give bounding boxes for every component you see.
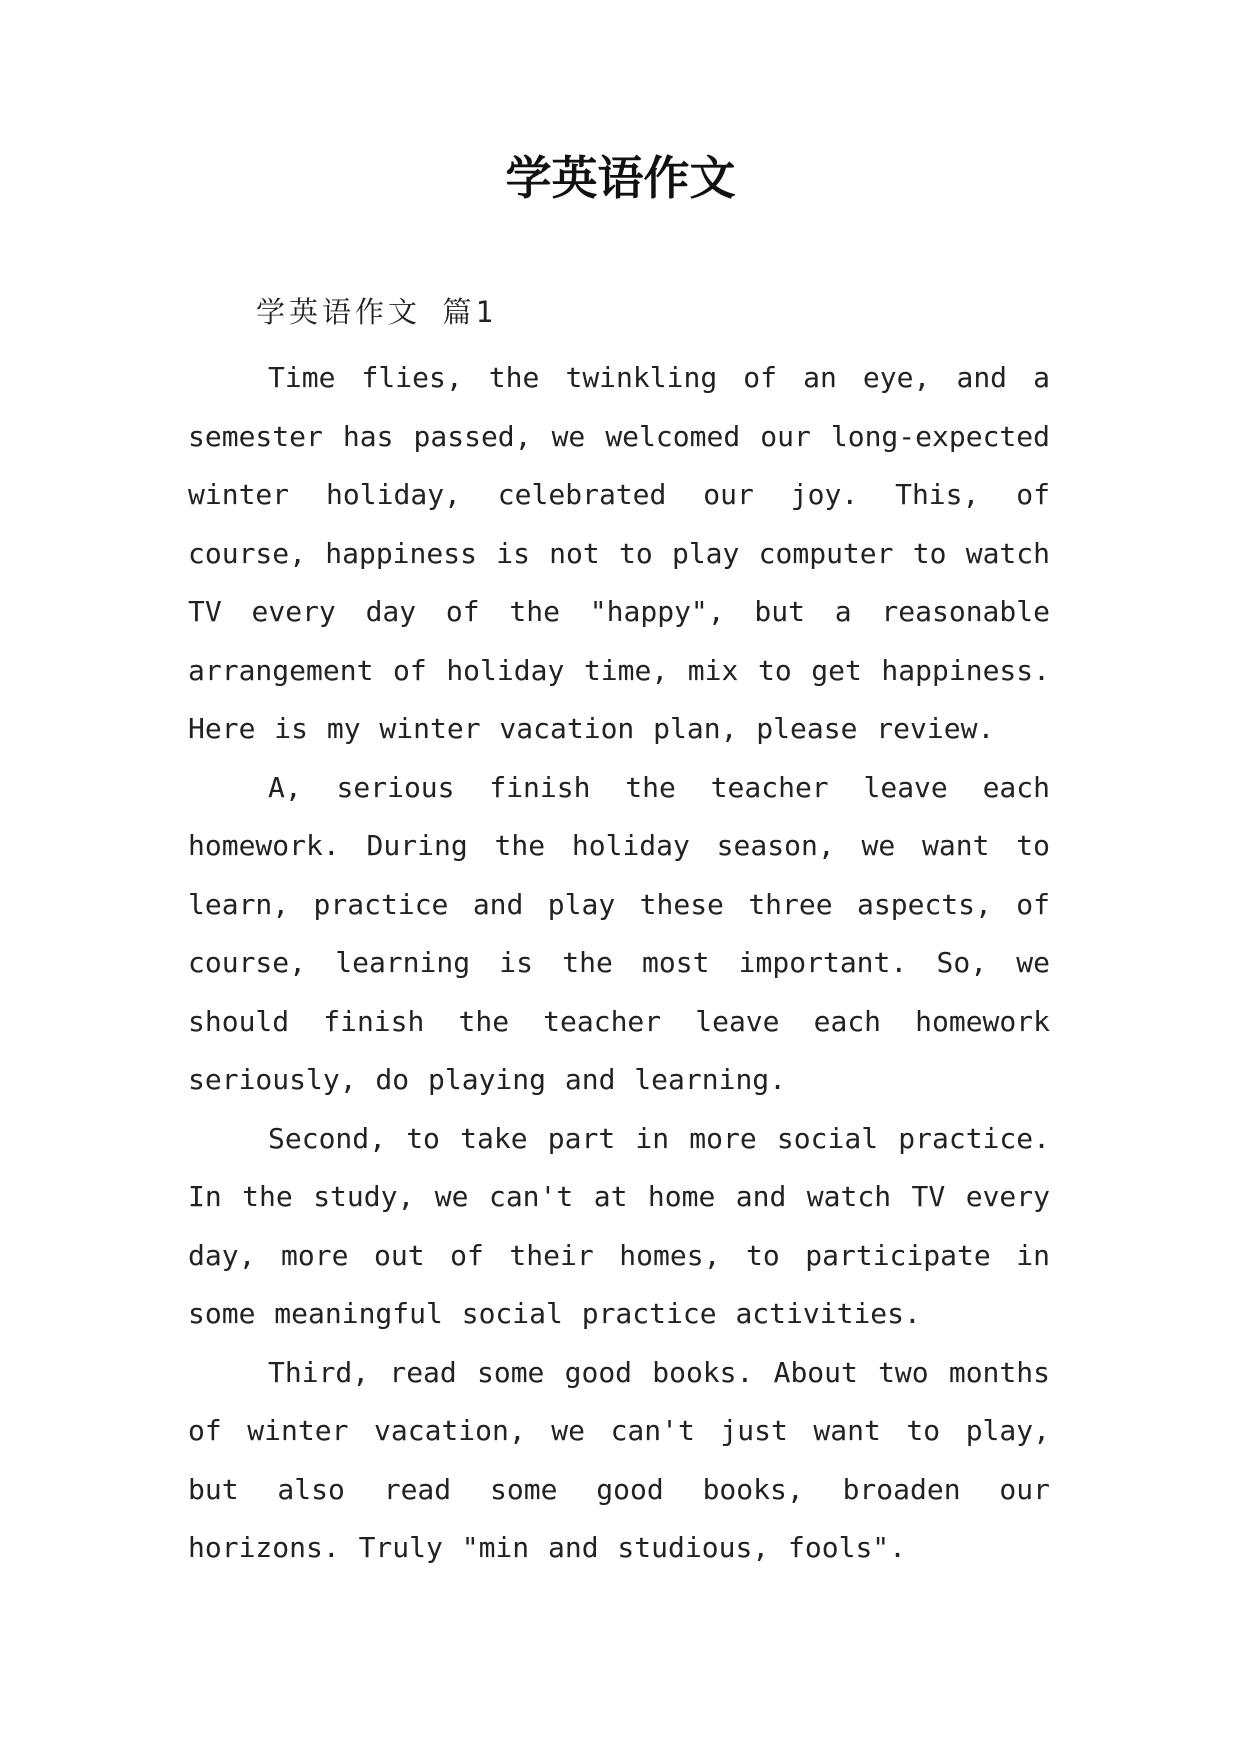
paragraph-2: A, serious finish the teacher leave each homework. During the holiday season, we want to learn, practice and play these three aspects, of course, learning is the most important. So, we should finish the teacher leave each homework seriously, do playing and learning.: [188, 770, 1050, 1096]
essay-body: [188, 349, 1050, 1578]
paragraph-3: Second, to take part in more social practice. In the study, we can't at home and watch TV every day, more out of their homes, to participate in some meaningful social practice activities.: [188, 1121, 1050, 1330]
section-heading: 学英语作文 篇1: [256, 295, 497, 329]
page-title: 学英语作文: [505, 151, 736, 205]
paragraph-1: Time flies, the twinkling of an eye, and a semester has passed, we welcomed our long-expected winter holiday, celebrated our joy. This, of course, happiness is not to play computer to watch TV every day of the "happy", but a reasonable arrangement of holiday time, mix to get happiness. Here is my winter vacation plan, please review.: [188, 361, 1050, 745]
paragraph-4: Third, read some good books. About two months of winter vacation, we can't just want to play, but also read some good books, broaden our horizons. Truly "min and studious, fools".: [188, 1355, 1050, 1564]
